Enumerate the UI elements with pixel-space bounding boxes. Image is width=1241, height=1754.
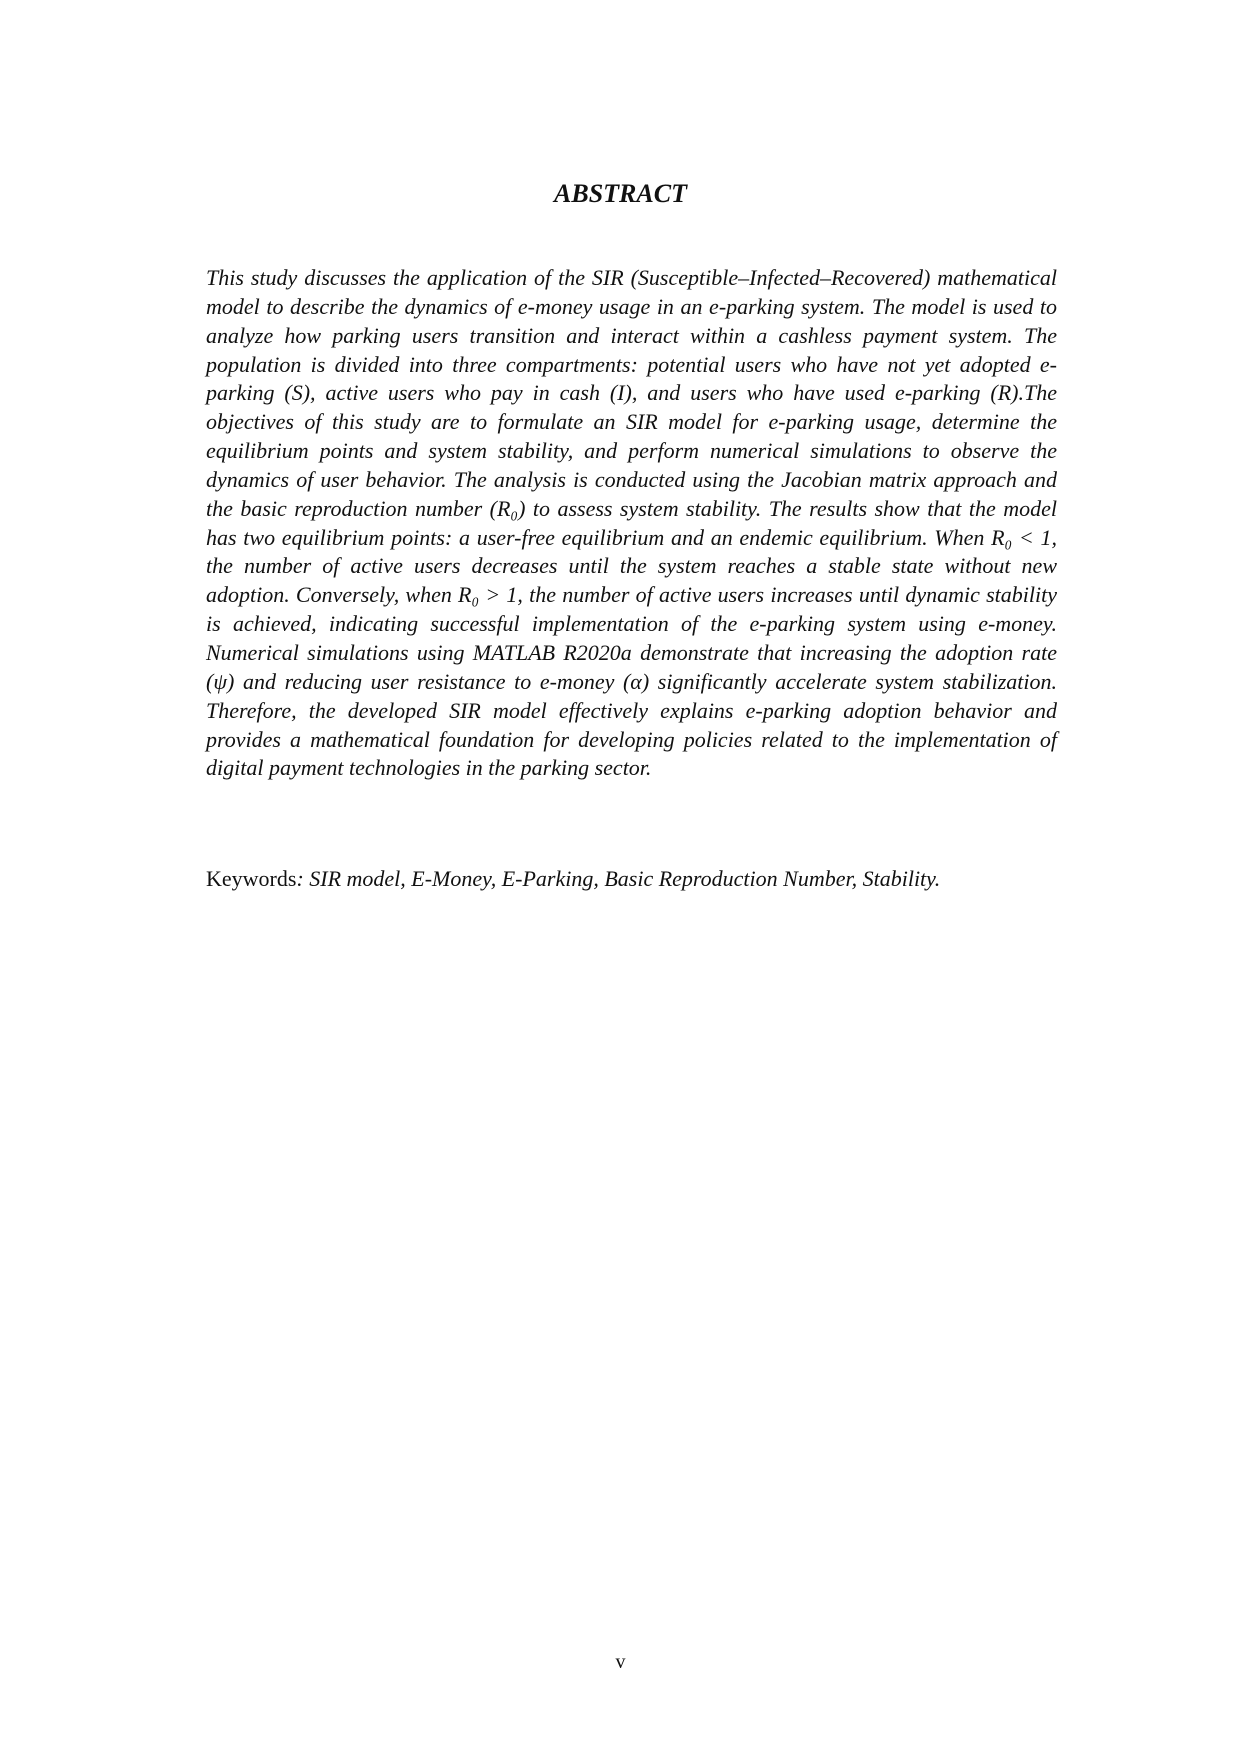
keywords-line [206, 864, 1066, 894]
abstract-title: ABSTRACT [554, 179, 687, 208]
keywords-label: Keywords [206, 866, 297, 891]
page-number: v [615, 1651, 626, 1673]
keywords-values: : SIR model, E-Money, E-Parking, Basic Reproduction Number, Stability. [296, 866, 941, 891]
abstract-body: This study discusses the application of the SIR (Susceptible–Infected–Recovered) mathematical model to describe the dynamics of e-money usage in an e-parking system. The model is used to analyze how parking users transition and interact within a cashless payment system. The population is divided into three compartments: potential users who have not yet adopted e-parking (S), active users who pay in cash (I), and users who have used e-parking (R).The objectives of this study are to formulate an SIR model for e-parking usage, determine the equilibrium points and system stability, and perform numerical simulations to observe the dynamics of user behavior. The analysis is conducted using the Jacobian matrix approach and the basic reproduction number (R₀) to assess system stability. The results show that the model has two equilibrium points: a user-free equilibrium and an endemic equilibrium. When R₀ < 1, the number of active users decreases until the system reaches a stable state without new adoption. Conversely, when R₀ > 1, the number of active users increases until dynamic stability is achieved, indicating successful implementation of the e-parking system using e-money. Numerical simulations using MATLAB R2020a demonstrate that increasing the adoption rate (ψ) and reducing user resistance to e-money (α) significantly accelerate system stabilization. Therefore, the developed SIR model effectively explains e-parking adoption behavior and provides a mathematical foundation for developing policies related to the implementation of digital payment technologies in the parking sector. [206, 265, 1057, 781]
